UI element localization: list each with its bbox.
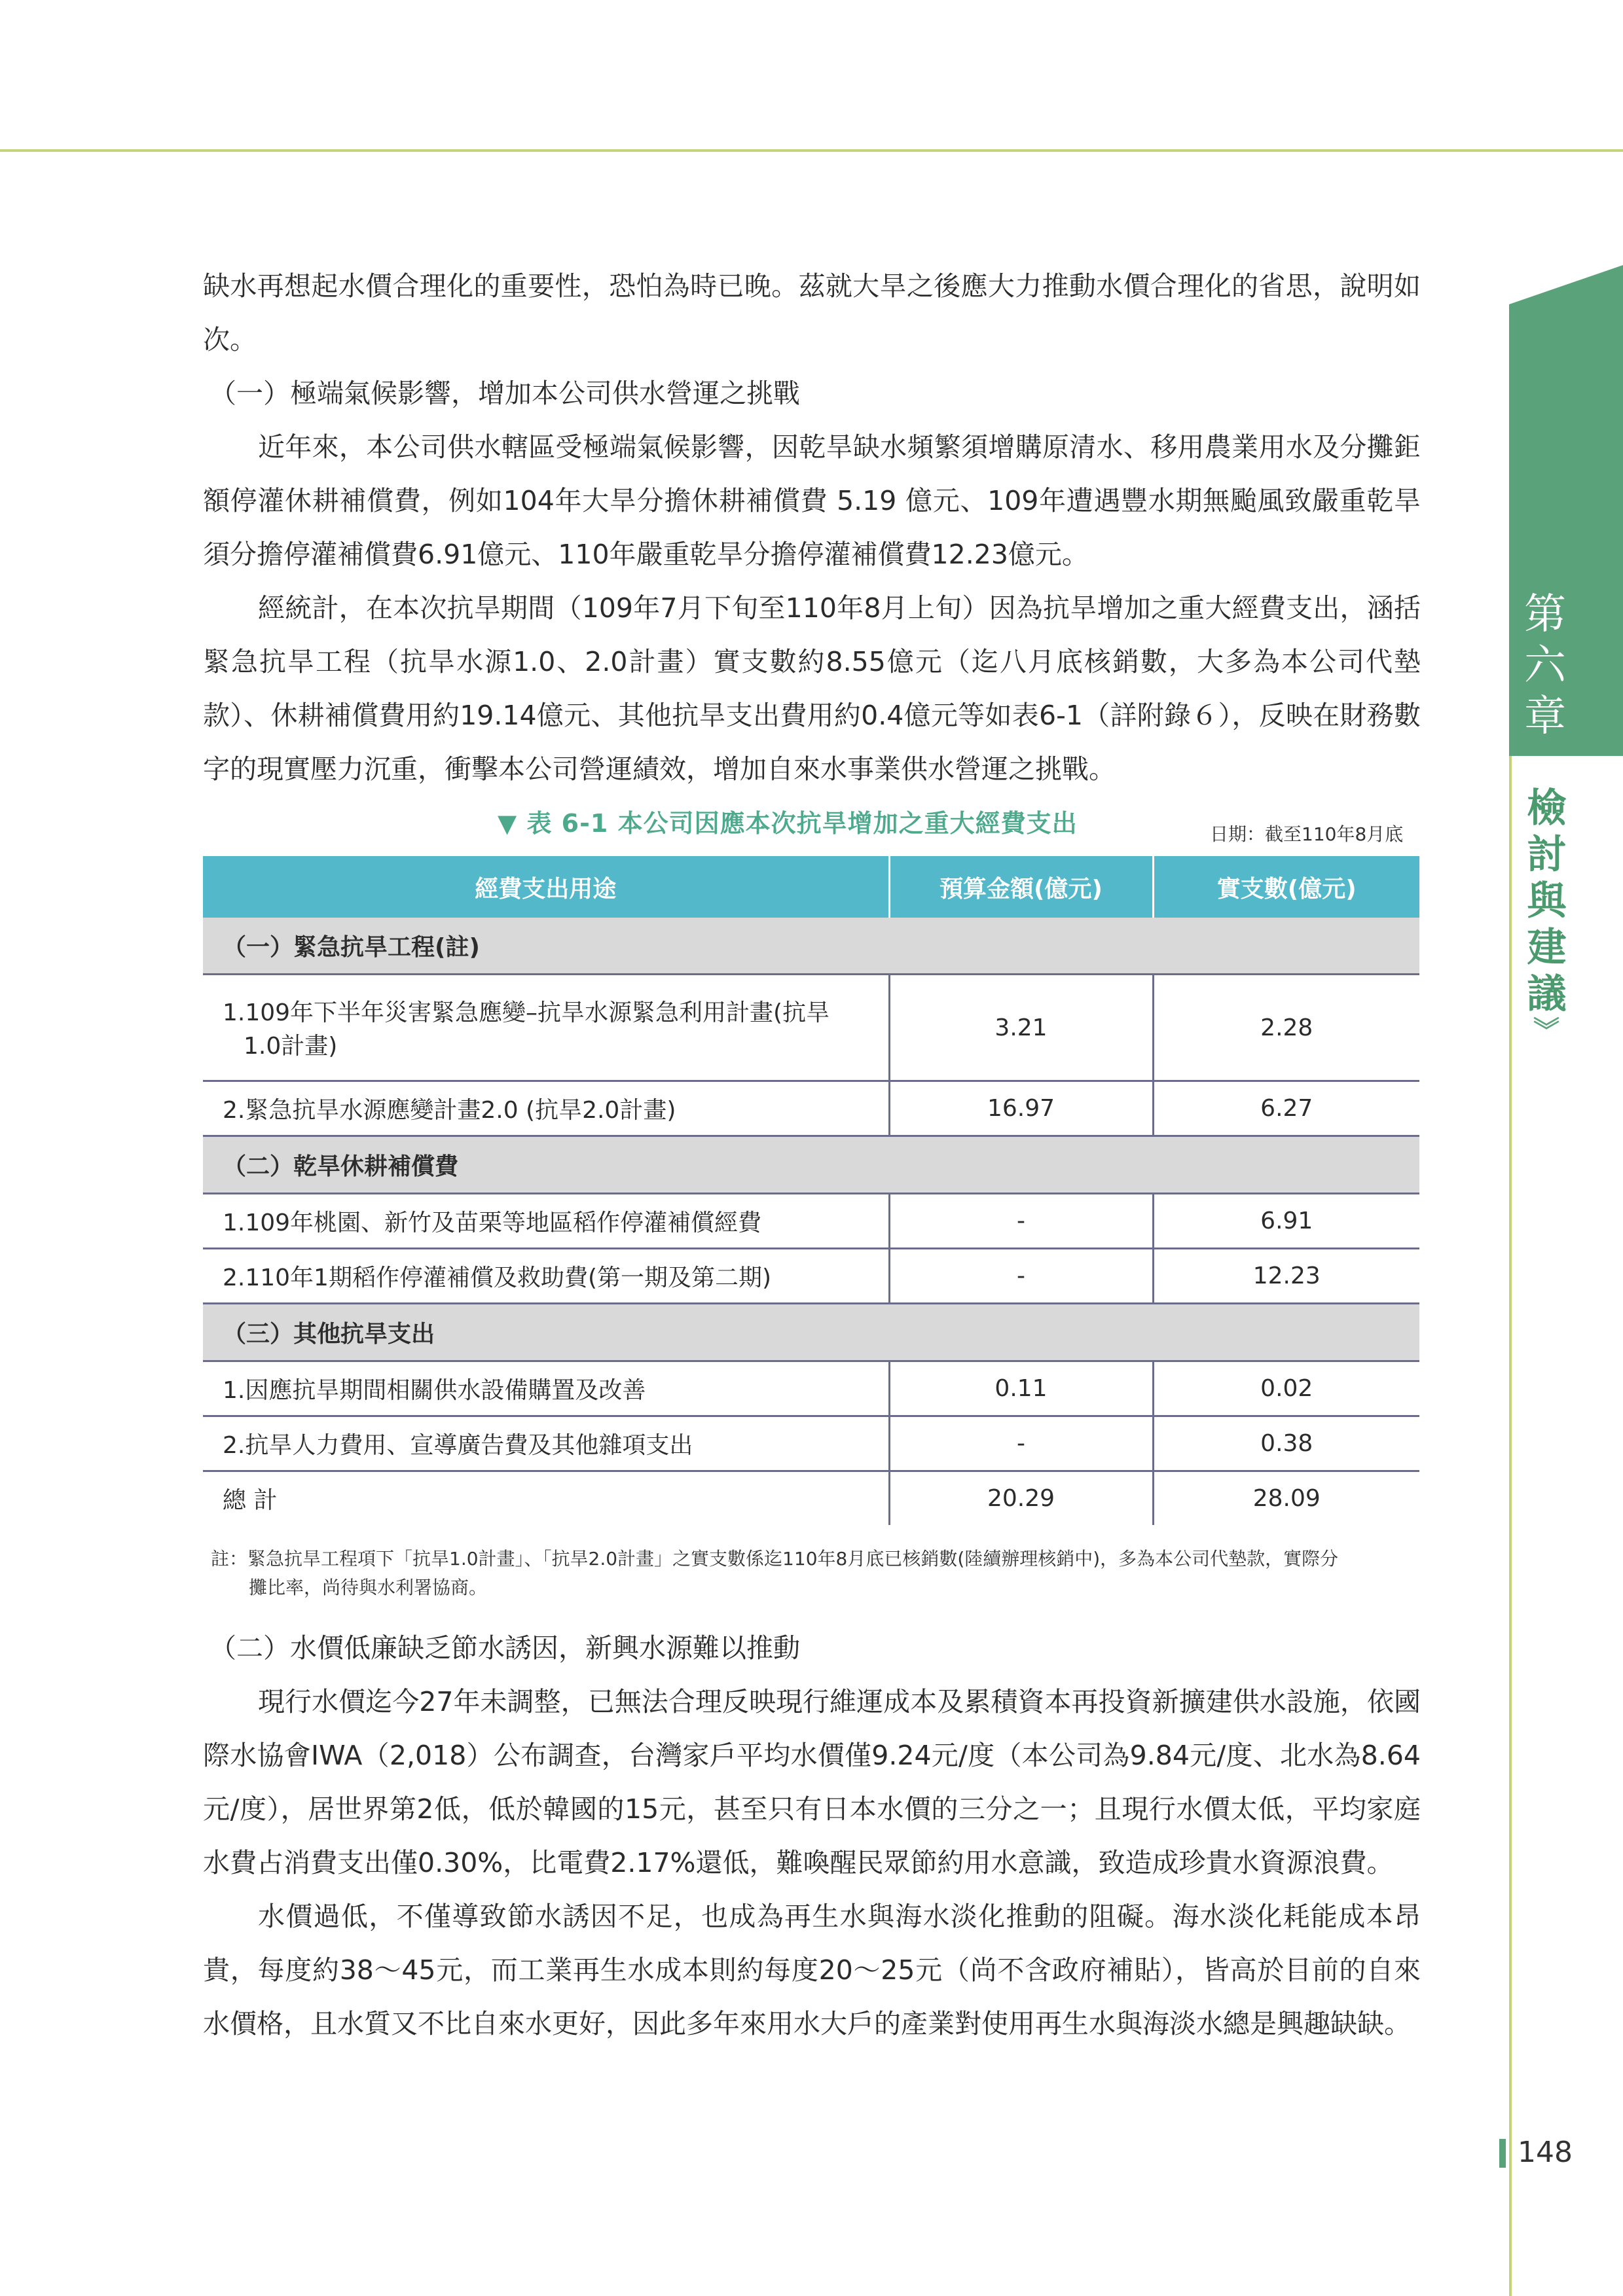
table-header-row: [203, 856, 1419, 918]
vertical-char: 討: [1527, 832, 1567, 878]
expense-table: [203, 856, 1419, 1525]
table-footnote: [211, 1545, 1422, 1602]
page-number: 148: [1518, 2136, 1573, 2169]
section-title: （一）緊急抗旱工程(註): [203, 918, 1419, 975]
body-text-bottom: [203, 1621, 1421, 2051]
actual-total: 28.09: [1252, 1485, 1321, 1512]
paragraph: 缺水再想起水價合理化的重要性，恐怕為時已晚。茲就大旱之後應大力推動水價合理化的省思，說明如次。: [203, 270, 1421, 355]
item-description: 1.因應抗旱期間相關供水設備購置及改善: [203, 1361, 889, 1416]
section-title: （三）其他抗旱支出: [203, 1304, 1419, 1361]
page-number-marker: [1499, 2139, 1506, 2168]
section-heading: （一）極端氣候影響，增加本公司供水營運之挑戰: [210, 378, 800, 409]
body-text-top: [203, 259, 1421, 796]
budget-cell: -: [889, 1416, 1153, 1471]
actual-cell: 2.28: [1153, 975, 1419, 1081]
section-heading: （二）水價低廉缺乏節水誘因，新興水源難以推動: [210, 1632, 800, 1664]
item-description: 2.緊急抗旱水源應變計畫2.0 (抗旱2.0計畫): [203, 1081, 889, 1136]
item-line: 1.0計畫): [244, 1033, 338, 1060]
actual-cell: 0.02: [1153, 1361, 1419, 1416]
vertical-char: 章: [1524, 692, 1566, 741]
vertical-char: 與: [1527, 878, 1567, 924]
vertical-char: 檢: [1527, 785, 1567, 831]
chapter-title: [1516, 785, 1578, 1018]
table-title: ▼ 表 6-1 本公司因應本次抗旱增加之重大經費支出: [498, 809, 1078, 838]
paragraph: 現行水價迄今27年未調整，已無法合理反映現行維運成本及累積資本再投資新擴建供水設施，依國際水協會IWA（2,018）公布調查，台灣家戶平均水價僅9.24元/度（本公司為9.84元/度、北水為8.64元/度），居世界第2低，低於韓國的15元，甚至只有日本水價的三分之一；且現行水價太低，平均家庭水費占消費支出僅0.30%，比電費2.17%還低，難喚醒民眾節約用水意識，致造成珍貴水資源浪費。: [203, 1686, 1421, 1878]
chapter-number: [1509, 589, 1581, 742]
table-row: [203, 1081, 1419, 1136]
vertical-char: 議: [1527, 971, 1567, 1017]
vertical-char: 建: [1527, 925, 1567, 971]
item-description: [203, 975, 889, 1081]
actual-cell: 6.91: [1153, 1194, 1419, 1249]
footnote-line: 攤比率，尚待與水利署協商。: [249, 1577, 488, 1598]
table-date: 日期：截至110年8月底: [1210, 823, 1404, 845]
item-description: 1.109年桃園、新竹及苗栗等地區稻作停灌補償經費: [203, 1194, 889, 1249]
actual-cell: 0.38: [1153, 1416, 1419, 1471]
paragraph: 經統計，在本次抗旱期間（109年7月下旬至110年8月上旬）因為抗旱增加之重大經費支出，涵括緊急抗旱工程（抗旱水源1.0、2.0計畫）實支數約8.55億元（迄八月底核銷數，大多為本公司代墊款）、休耕補償費用約19.14億元、其他抗旱支出費用約0.4億元等如表6-1（詳附錄６），反映在財務數字的現實壓力沉重，衝擊本公司營運績效，增加自來水事業供水營運之挑戰。: [203, 592, 1421, 785]
item-line: 1.109年下半年災害緊急應變–抗旱水源緊急利用計畫(抗旱: [223, 999, 830, 1026]
column-header: 實支數(億元): [1153, 856, 1419, 918]
total-label: 總 計: [203, 1471, 889, 1526]
table-row: [203, 1416, 1419, 1471]
header-rule: [0, 149, 1623, 152]
table-row: [203, 1194, 1419, 1249]
actual-cell: 12.23: [1153, 1249, 1419, 1304]
column-header: 預算金額(億元): [889, 856, 1153, 918]
budget-cell: -: [889, 1249, 1153, 1304]
item-description: 2.110年1期稻作停灌補償及救助費(第一期及第二期): [203, 1249, 889, 1304]
paragraph: 近年來，本公司供水轄區受極端氣候影響，因乾旱缺水頻繁須增購原清水、移用農業用水及分攤鉅額停灌休耕補償費，例如104年大旱分擔休耕補償費 5.19 億元、109年遭遇豐水期無颱風致嚴重乾旱須分擔停灌補償費6.91億元、110年嚴重乾旱分擔停灌補償費12.23億元。: [203, 431, 1421, 570]
table-section-row: [203, 918, 1419, 975]
table-total-row: [203, 1471, 1419, 1526]
column-header: 經費支出用途: [203, 856, 889, 918]
budget-cell: 3.21: [889, 975, 1153, 1081]
vertical-char: 第: [1524, 590, 1566, 639]
table-section-row: [203, 1136, 1419, 1194]
budget-total: 20.29: [889, 1471, 1153, 1526]
budget-cell: 16.97: [889, 1081, 1153, 1136]
budget-cell: -: [889, 1194, 1153, 1249]
table-row: [203, 1361, 1419, 1416]
section-title: （二）乾旱休耕補償費: [203, 1136, 1419, 1194]
budget-cell: 0.11: [889, 1361, 1153, 1416]
actual-cell: 6.27: [1153, 1081, 1419, 1136]
table-section-row: [203, 1304, 1419, 1361]
table-row: [203, 975, 1419, 1081]
item-description: 2.抗旱人力費用、宣導廣告費及其他雜項支出: [203, 1416, 889, 1471]
paragraph: 水價過低，不僅導致節水誘因不足，也成為再生水與海水淡化推動的阻礙。海水淡化耗能成本昂貴，每度約38～45元，而工業再生水成本則約每度20～25元（尚不含政府補貼），皆高於目前的自來水價格，且水質又不比自來水更好，因此多年來用水大戶的產業對使用再生水與海淡水總是興趣缺缺。: [203, 1901, 1421, 2039]
table-row: [203, 1249, 1419, 1304]
footnote-line: 註：緊急抗旱工程項下「抗旱1.0計畫」、「抗旱2.0計畫」之實支數係迄110年8月底已核銷數(陸續辦理核銷中)，多為本公司代墊款，實際分: [211, 1548, 1339, 1570]
vertical-char: 六: [1524, 641, 1566, 690]
chevron-down-icon: ︾: [1533, 1016, 1559, 1046]
